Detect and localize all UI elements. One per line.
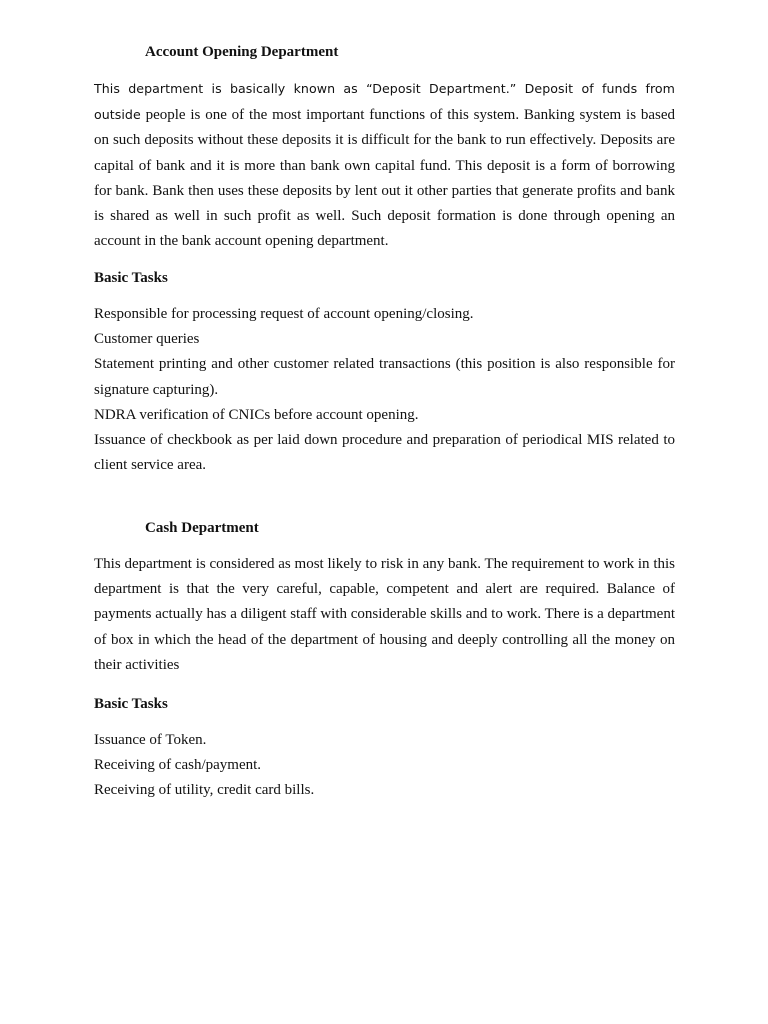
list-item: Responsible for processing request of account opening/closing. [94, 306, 474, 322]
list-item: Receiving of utility, credit card bills. [94, 782, 315, 799]
account-opening-tasks-heading: Basic Tasks [94, 270, 168, 286]
cash-department-tasks-heading: Basic Tasks [94, 696, 168, 712]
list-item: NDRA verification of CNICs before account opening. [94, 406, 419, 423]
list-item: Customer queries [94, 331, 200, 348]
list-item: Issuance of Token. [94, 732, 207, 748]
account-opening-intro [94, 76, 675, 254]
list-item: Statement printing and other customer related transactions (this position is also responsible for signature capturing). [94, 356, 675, 398]
cash-department-intro: This department is considered as most likely to risk in any bank. The requirement to work in this department is that the very careful, capable, competent and alert are required. Balance of payments actually has a diligent staff with considerable skills and to work. There is a department of box in which the head of the department of housing and deeply controlling all the money on their activities [94, 556, 675, 673]
account-opening-intro-rest: people is one of the most important functions of this system. Banking system is based on such deposits without these deposits it is difficult for the bank to run effectively. Deposits are capital of bank and it is more than bank own capital fund. This deposit is a form of borrowing for bank. Bank then uses these deposits by lent out it other parties that generate profits and bank is shared as well in such profit as well. Such deposit formation is done through opening an account in the bank account opening department. [94, 107, 675, 250]
section-title-cash-department: Cash Department [145, 520, 259, 536]
section-title-account-opening: Account Opening Department [145, 44, 339, 60]
list-item: Issuance of checkbook as per laid down procedure and preparation of periodical MIS related to client service area. [94, 432, 675, 474]
account-opening-intro-first-line: This department is basically known as “Deposit Department.” Deposit of funds from outside [94, 81, 675, 123]
cash-department-task-list [94, 728, 675, 804]
account-opening-task-list [94, 302, 675, 478]
list-item: Receiving of cash/payment. [94, 757, 262, 774]
